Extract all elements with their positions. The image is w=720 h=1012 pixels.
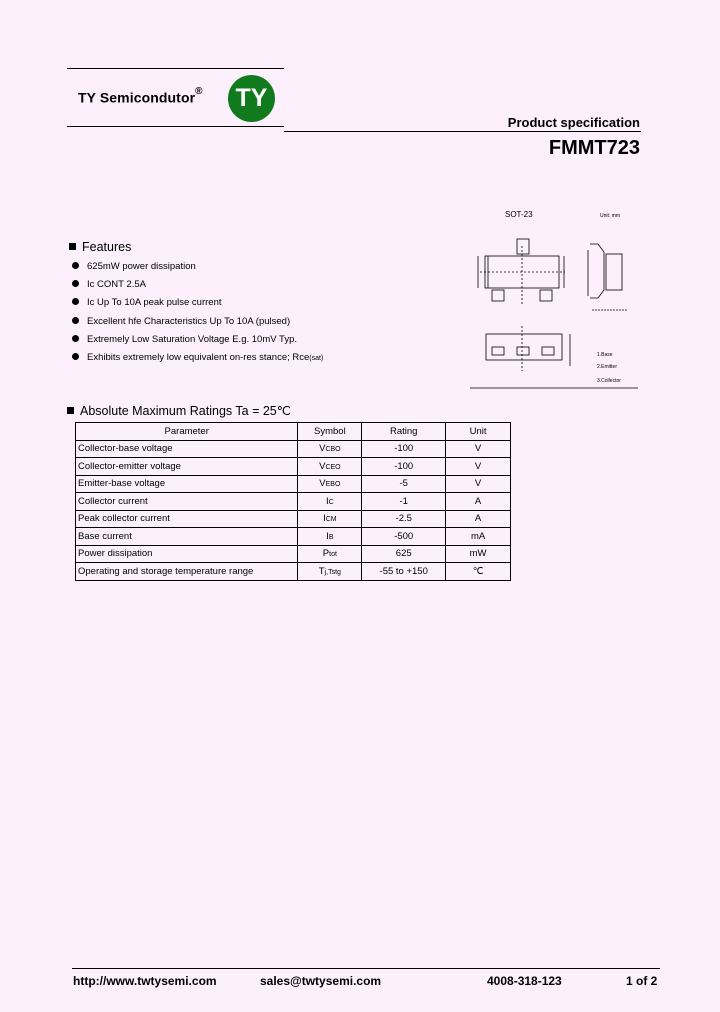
table-row <box>76 458 511 476</box>
bullet-icon <box>72 262 79 269</box>
side-view <box>588 244 628 310</box>
cell-symbol: VEBO <box>298 475 362 493</box>
package-name: SOT-23 <box>505 210 533 219</box>
header-right-rule <box>284 131 641 132</box>
cell-symbol: ICM <box>298 510 362 528</box>
page-number: 1 of 2 <box>626 974 658 988</box>
phone-number: 4008-318-123 <box>487 974 562 988</box>
pin-3-label: 3.Collector <box>597 378 621 384</box>
header-bottom-rule <box>67 126 284 127</box>
cell-rating: 625 <box>362 545 446 563</box>
top-view <box>478 239 565 304</box>
cell-parameter: Operating and storage temperature range <box>76 563 298 581</box>
unit-label: Unit: mm <box>600 213 620 219</box>
cell-rating: -1 <box>362 493 446 511</box>
feature-item: Extremely Low Saturation Voltage E.g. 10mV Typ. <box>72 334 297 345</box>
feature-item: Ic CONT 2.5A <box>72 279 146 290</box>
cell-unit: ℃ <box>446 563 511 581</box>
cell-unit: mW <box>446 545 511 563</box>
header-top-rule <box>67 68 284 69</box>
cell-symbol: IC <box>298 493 362 511</box>
email-link[interactable]: sales@twtysemi.com <box>260 974 382 988</box>
cell-rating: -55 to +150 <box>362 563 446 581</box>
pin-1-label: 1.Base <box>597 352 613 358</box>
cell-symbol: VCBO <box>298 440 362 458</box>
table-row <box>76 510 511 528</box>
table-row <box>76 528 511 546</box>
website-link[interactable]: http://www.twtysemi.com <box>73 974 217 988</box>
table-header-row <box>76 423 511 441</box>
header-rating: Rating <box>362 423 446 441</box>
feature-item: Ic Up To 10A peak pulse current <box>72 297 222 308</box>
cell-rating: -5 <box>362 475 446 493</box>
cell-rating: -500 <box>362 528 446 546</box>
header-symbol: Symbol <box>298 423 362 441</box>
feature-item: Excellent hfe Characteristics Up To 10A (pulsed) <box>72 316 290 327</box>
table-row <box>76 475 511 493</box>
cell-unit: mA <box>446 528 511 546</box>
cell-symbol: Ptot <box>298 545 362 563</box>
cell-parameter: Emitter-base voltage <box>76 475 298 493</box>
bullet-icon <box>72 298 79 305</box>
feature-item: 625mW power dissipation <box>72 261 196 272</box>
table-row <box>76 545 511 563</box>
bullet-icon <box>72 280 79 287</box>
square-bullet-icon <box>69 243 76 250</box>
cell-rating: -2.5 <box>362 510 446 528</box>
package-outline-drawing <box>470 206 640 392</box>
ratings-heading: Absolute Maximum Ratings Ta = 25℃ <box>67 403 291 418</box>
company-name: TY Semicondutor® <box>78 86 203 106</box>
cell-rating: -100 <box>362 458 446 476</box>
cell-parameter: Base current <box>76 528 298 546</box>
cell-rating: -100 <box>362 440 446 458</box>
bullet-icon <box>72 353 79 360</box>
cell-symbol: IB <box>298 528 362 546</box>
cell-unit: A <box>446 493 511 511</box>
cell-unit: V <box>446 475 511 493</box>
cell-parameter: Peak collector current <box>76 510 298 528</box>
cell-symbol: Tj,Tstg <box>298 563 362 581</box>
square-bullet-icon <box>67 407 74 414</box>
table-row <box>76 440 511 458</box>
header-parameter: Parameter <box>76 423 298 441</box>
cell-parameter: Collector-base voltage <box>76 440 298 458</box>
header-unit: Unit <box>446 423 511 441</box>
bullet-icon <box>72 317 79 324</box>
ratings-table <box>75 422 511 581</box>
footer-rule <box>72 968 660 969</box>
part-number: FMMT723 <box>548 137 640 159</box>
feature-item: Exhibits extremely low equivalent on-res stance; Rce(sat) <box>72 352 323 363</box>
cell-parameter: Collector current <box>76 493 298 511</box>
cell-unit: V <box>446 458 511 476</box>
cell-unit: A <box>446 510 511 528</box>
cell-parameter: Power dissipation <box>76 545 298 563</box>
cell-parameter: Collector-emitter voltage <box>76 458 298 476</box>
doc-type: Product specification <box>507 115 640 130</box>
table-row <box>76 493 511 511</box>
features-heading: Features <box>69 240 131 254</box>
company-logo: TY <box>228 75 275 122</box>
cell-symbol: VCEO <box>298 458 362 476</box>
pin-2-label: 2.Emitter <box>597 364 618 370</box>
table-row <box>76 563 511 581</box>
bullet-icon <box>72 335 79 342</box>
cell-unit: V <box>446 440 511 458</box>
